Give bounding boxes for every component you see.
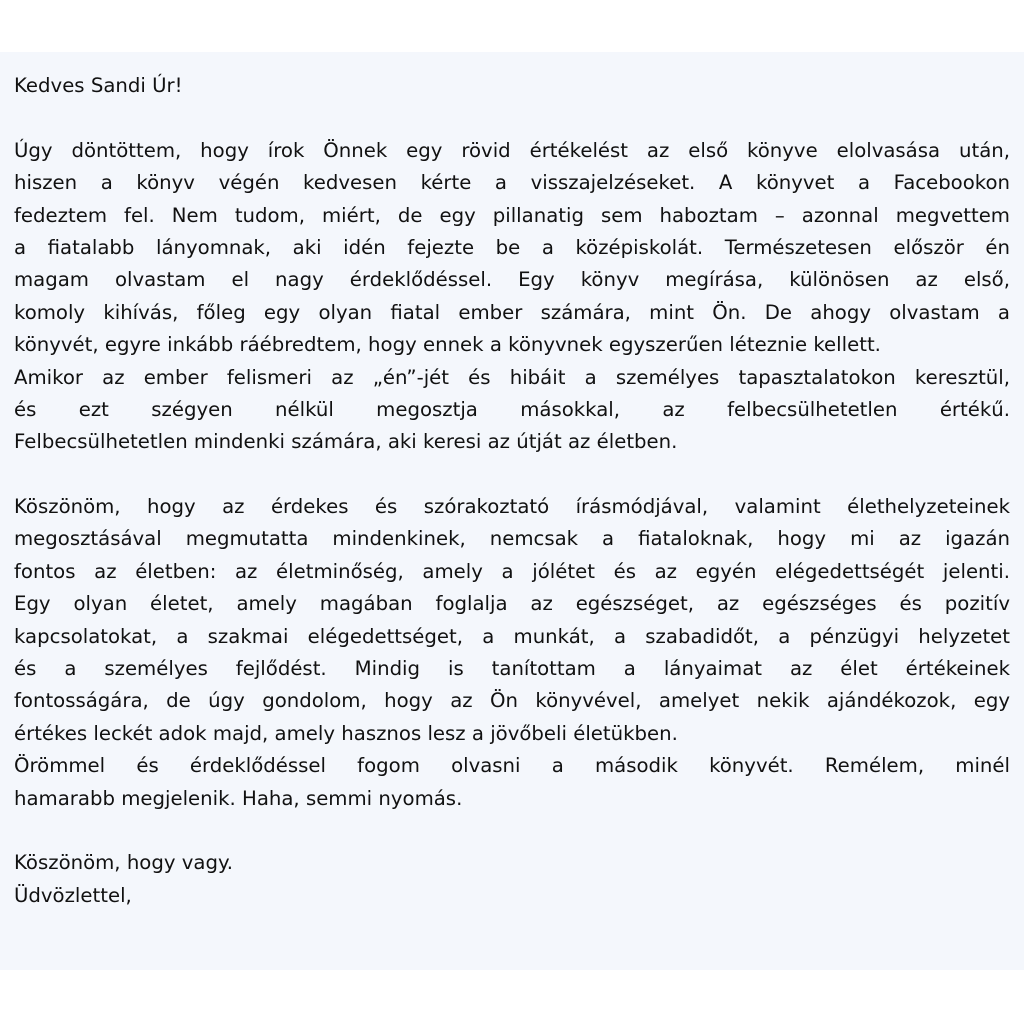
closing-thanks: Köszönöm, hogy vagy.	[14, 851, 234, 875]
paragraph-line: a fiatalabb lányomnak, aki idén fejezte be a középiskolát. Természetesen először én	[14, 235, 1010, 259]
closing-regards: Üdvözlettel,	[14, 883, 132, 907]
paragraph-gap	[14, 459, 1010, 491]
paragraph-line: hiszen a könyv végén kedvesen kérte a visszajelzéseket. A könyvet a Facebookon	[14, 171, 1010, 195]
paragraph-1	[14, 135, 1010, 459]
letter-body	[0, 52, 1024, 970]
paragraph-line: Amikor az ember felismeri az „én”-jét és hibáit a személyes tapasztalatokon keresztül,	[14, 365, 1010, 389]
paragraph-line: fontos az életben: az életminőség, amely a jólétet és az egyén elégedettségét jelenti.	[14, 559, 1010, 583]
paragraph-line: magam olvastam el nagy érdeklődéssel. Egy könyv megírása, különösen az első,	[14, 268, 1010, 292]
paragraph-line: Köszönöm, hogy az érdekes és szórakoztató írásmódjával, valamint élethelyzeteinek	[14, 495, 1010, 519]
paragraph-gap	[14, 815, 1010, 847]
paragraph-2	[14, 491, 1010, 815]
paragraph-line: Úgy döntöttem, hogy írok Önnek egy rövid értékelést az első könyve elolvasása után,	[14, 138, 1010, 162]
paragraph-line: hamarabb megjelenik. Haha, semmi nyomás.	[14, 786, 463, 810]
paragraph-line: és a személyes fejlődést. Mindig is tanítottam a lányaimat az élet értékeinek	[14, 657, 1010, 681]
paragraph-line: és ezt szégyen nélkül megosztja másokkal, az felbecsülhetetlen értékű.	[14, 397, 1010, 421]
paragraph-line: Örömmel és érdeklődéssel fogom olvasni a második könyvét. Remélem, minél	[14, 754, 1010, 778]
paragraph-line: fontosságára, de úgy gondolom, hogy az Ön könyvével, amelyet nekik ajándékozok, egy	[14, 689, 1010, 713]
greeting: Kedves Sandi Úr!	[14, 74, 183, 97]
paragraph-line: megosztásával megmutatta mindenkinek, nemcsak a fiataloknak, hogy mi az igazán	[14, 527, 1010, 551]
paragraph-line: fedeztem fel. Nem tudom, miért, de egy pillanatig sem haboztam – azonnal megvettem	[14, 203, 1010, 227]
paragraph-line: Egy olyan életet, amely magában foglalja az egészséget, az egészséges és pozitív	[14, 592, 1010, 616]
paragraph-line: komoly kihívás, főleg egy olyan fiatal ember számára, mint Ön. De ahogy olvastam a	[14, 300, 1010, 324]
paragraph-line: Felbecsülhetetlen mindenki számára, aki keresi az útját az életben.	[14, 430, 678, 454]
paragraph-gap	[14, 102, 1010, 134]
paragraph-line: kapcsolatokat, a szakmai elégedettséget, a munkát, a szabadidőt, a pénzügyi helyzetet	[14, 624, 1010, 648]
paragraph-line: értékes leckét adok majd, amely hasznos lesz a jövőbeli életükben.	[14, 721, 678, 745]
letter-text	[14, 70, 1010, 912]
paragraph-line: könyvét, egyre inkább ráébredtem, hogy ennek a könyvnek egyszerűen léteznie kellett.	[14, 333, 881, 357]
